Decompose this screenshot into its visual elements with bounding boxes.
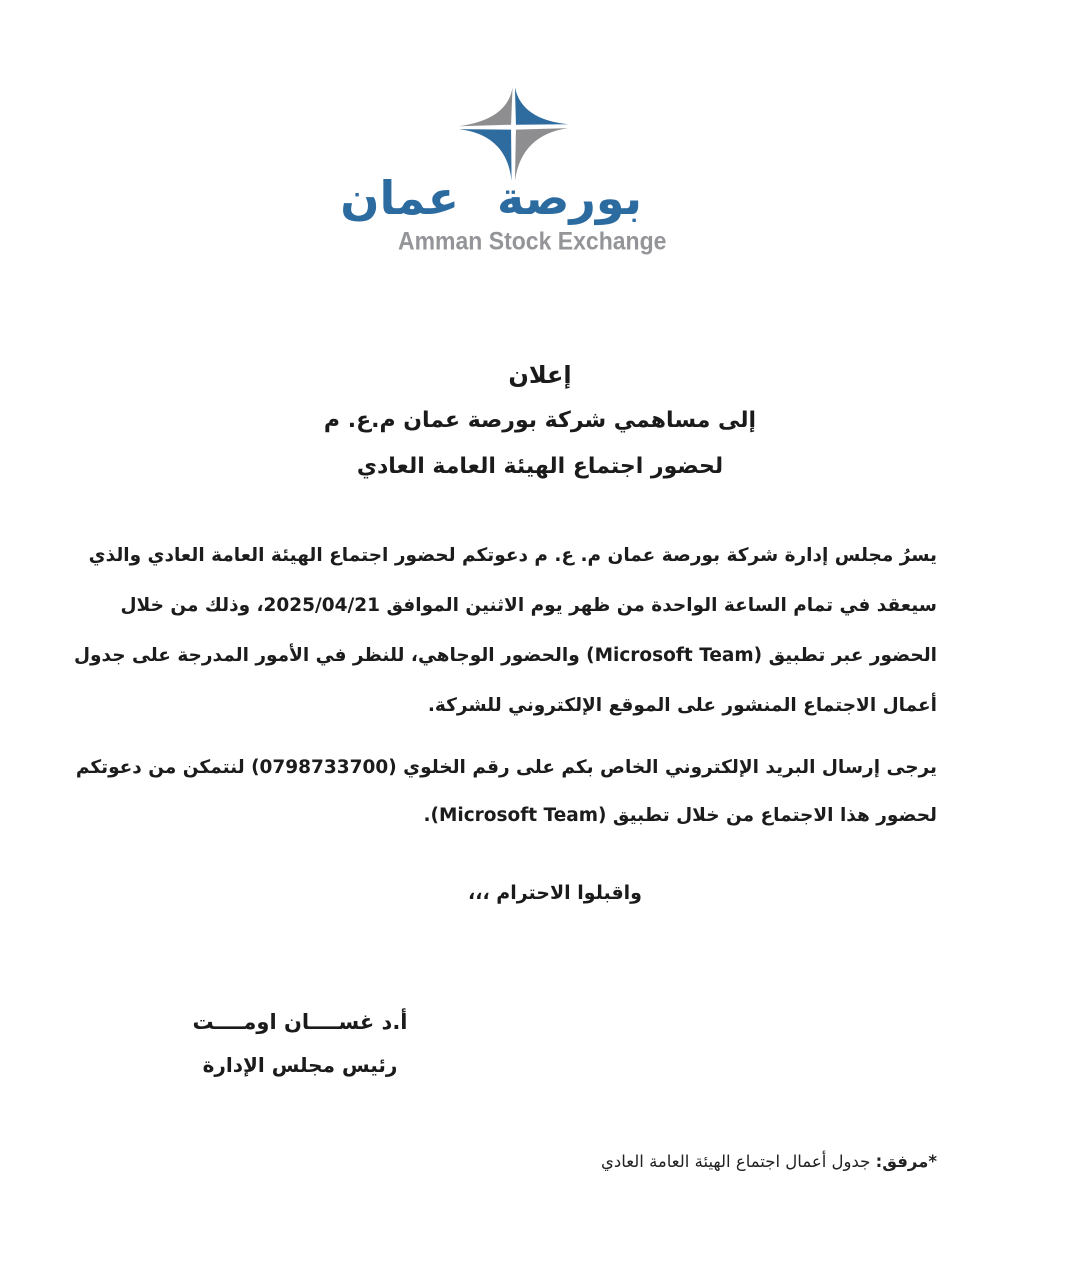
attachment-text: جدول أعمال اجتماع الهيئة العامة العادي <box>600 1152 876 1171</box>
brand-name-english: Amman Stock Exchange <box>398 227 667 256</box>
ase-star-icon <box>457 85 570 183</box>
invitation-line-3: الحضور عبر تطبيق (Microsoft Team) والحضور الوجاهي، للنظر في الأمور المدرجة على جدول <box>73 645 937 666</box>
brand-name-arabic: بورصة عمان <box>340 171 642 225</box>
recipient-line: إلى مساهمي شركة بورصة عمان م.ع. م <box>323 408 757 433</box>
invitation-line-1: يسرُ مجلس إدارة شركة بورصة عمان م. ع. م دعوتكم لحضور اجتماع الهيئة العامة العادي والذي <box>88 545 937 566</box>
closing-salutation: واقبلوا الاحترام ،،، <box>468 882 642 904</box>
attachment-label: *مرفق: <box>875 1152 937 1171</box>
invitation-line-4: أعمال الاجتماع المنشور على الموقع الإلكتروني للشركة. <box>427 695 937 716</box>
invitation-line-2: سيعقد في تمام الساعة الواحدة من ظهر يوم الاثنين الموافق 2025/04/21، وذلك من خلال <box>120 595 937 616</box>
contact-line-2: لحضور هذا الاجتماع من خلال تطبيق (Microsoft Team). <box>423 805 937 826</box>
contact-line-1: يرجى إرسال البريد الإلكتروني الخاص بكم على رقم الخلوي (0798733700) لنتمكن من دعوتكم <box>75 757 937 778</box>
attachment-note <box>601 1152 937 1171</box>
title-block <box>0 352 1080 490</box>
meeting-purpose-line: لحضور اجتماع الهيئة العامة العادي <box>356 454 724 479</box>
signatory-title: رئيس مجلس الإدارة <box>202 1053 398 1077</box>
announcement-heading: إعلان <box>508 361 572 389</box>
invitation-paragraph <box>73 536 937 736</box>
signature-block <box>165 1000 435 1086</box>
signatory-name: أ.د غســــان اومــــت <box>192 1010 408 1034</box>
contact-paragraph <box>75 748 937 844</box>
ase-logo <box>340 85 667 256</box>
